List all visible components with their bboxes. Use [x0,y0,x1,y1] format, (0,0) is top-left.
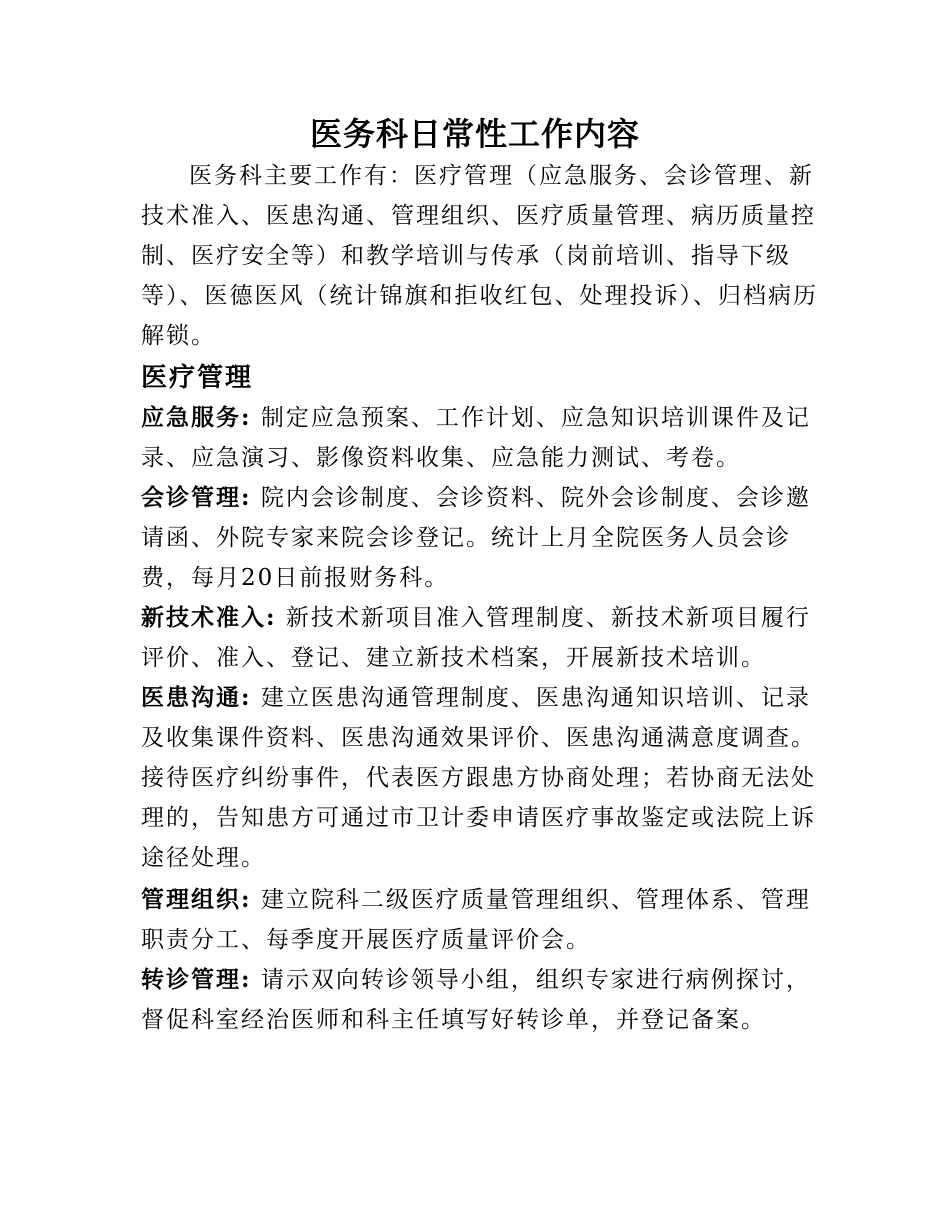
intro-paragraph: 医务科主要工作有：医疗管理（应急服务、会诊管理、新技术准入、医患沟通、管理组织、医疗质量管理、病历质量控制、医疗安全等）和教学培训与传承（岗前培训、指导下级等）、医德医风（统计锦旗和拒收红包、处理投诉）、归档病历解锁。 [141,163,818,349]
item-referral-management [141,960,831,1040]
section-heading-medical-management: 医疗管理 [141,363,254,393]
item-new-technology-access [141,598,831,678]
item-label: 应急服务: [141,404,252,431]
item-consultation-management [141,478,831,598]
item-label: 医患沟通: [141,684,252,711]
item-text: 制定应急预案、工作计划、应急知识培训课件及记录、应急演习、影像资料收集、应急能力测试、考卷。 [141,405,811,471]
item-text: 院内会诊制度、会诊资料、院外会诊制度、会诊邀请函、外院专家来院会诊登记。统计上月全院医务人员会诊费，每月20日前报财务科。 [141,485,811,591]
item-text: 请示双向转诊领导小组，组织专家进行病例探讨，督促科室经治医师和科主任填写好转诊单，并登记备案。 [141,967,811,1033]
item-label: 新技术准入: [141,604,277,631]
item-text: 建立院科二级医疗质量管理组织、管理体系、管理职责分工、每季度开展医疗质量评价会。 [141,887,811,953]
item-doctor-patient-communication [141,678,831,878]
item-label: 转诊管理: [141,966,252,993]
item-text: 新技术新项目准入管理制度、新技术新项目履行评价、准入、登记、建立新技术档案，开展新技术培训。 [141,605,811,671]
item-text: 建立医患沟通管理制度、医患沟通知识培训、记录及收集课件资料、医患沟通效果评价、医患沟通满意度调查。接待医疗纠纷事件，代表医方跟患方协商处理；若协商无法处理的，告知患方可通过市卫计委申请医疗事故鉴定或法院上诉途径处理。 [141,685,816,871]
item-emergency-service [141,398,831,478]
item-label: 管理组织: [141,886,252,913]
document-title: 医务科日常性工作内容 [309,115,640,153]
item-management-organization [141,880,831,960]
item-label: 会诊管理: [141,484,252,511]
